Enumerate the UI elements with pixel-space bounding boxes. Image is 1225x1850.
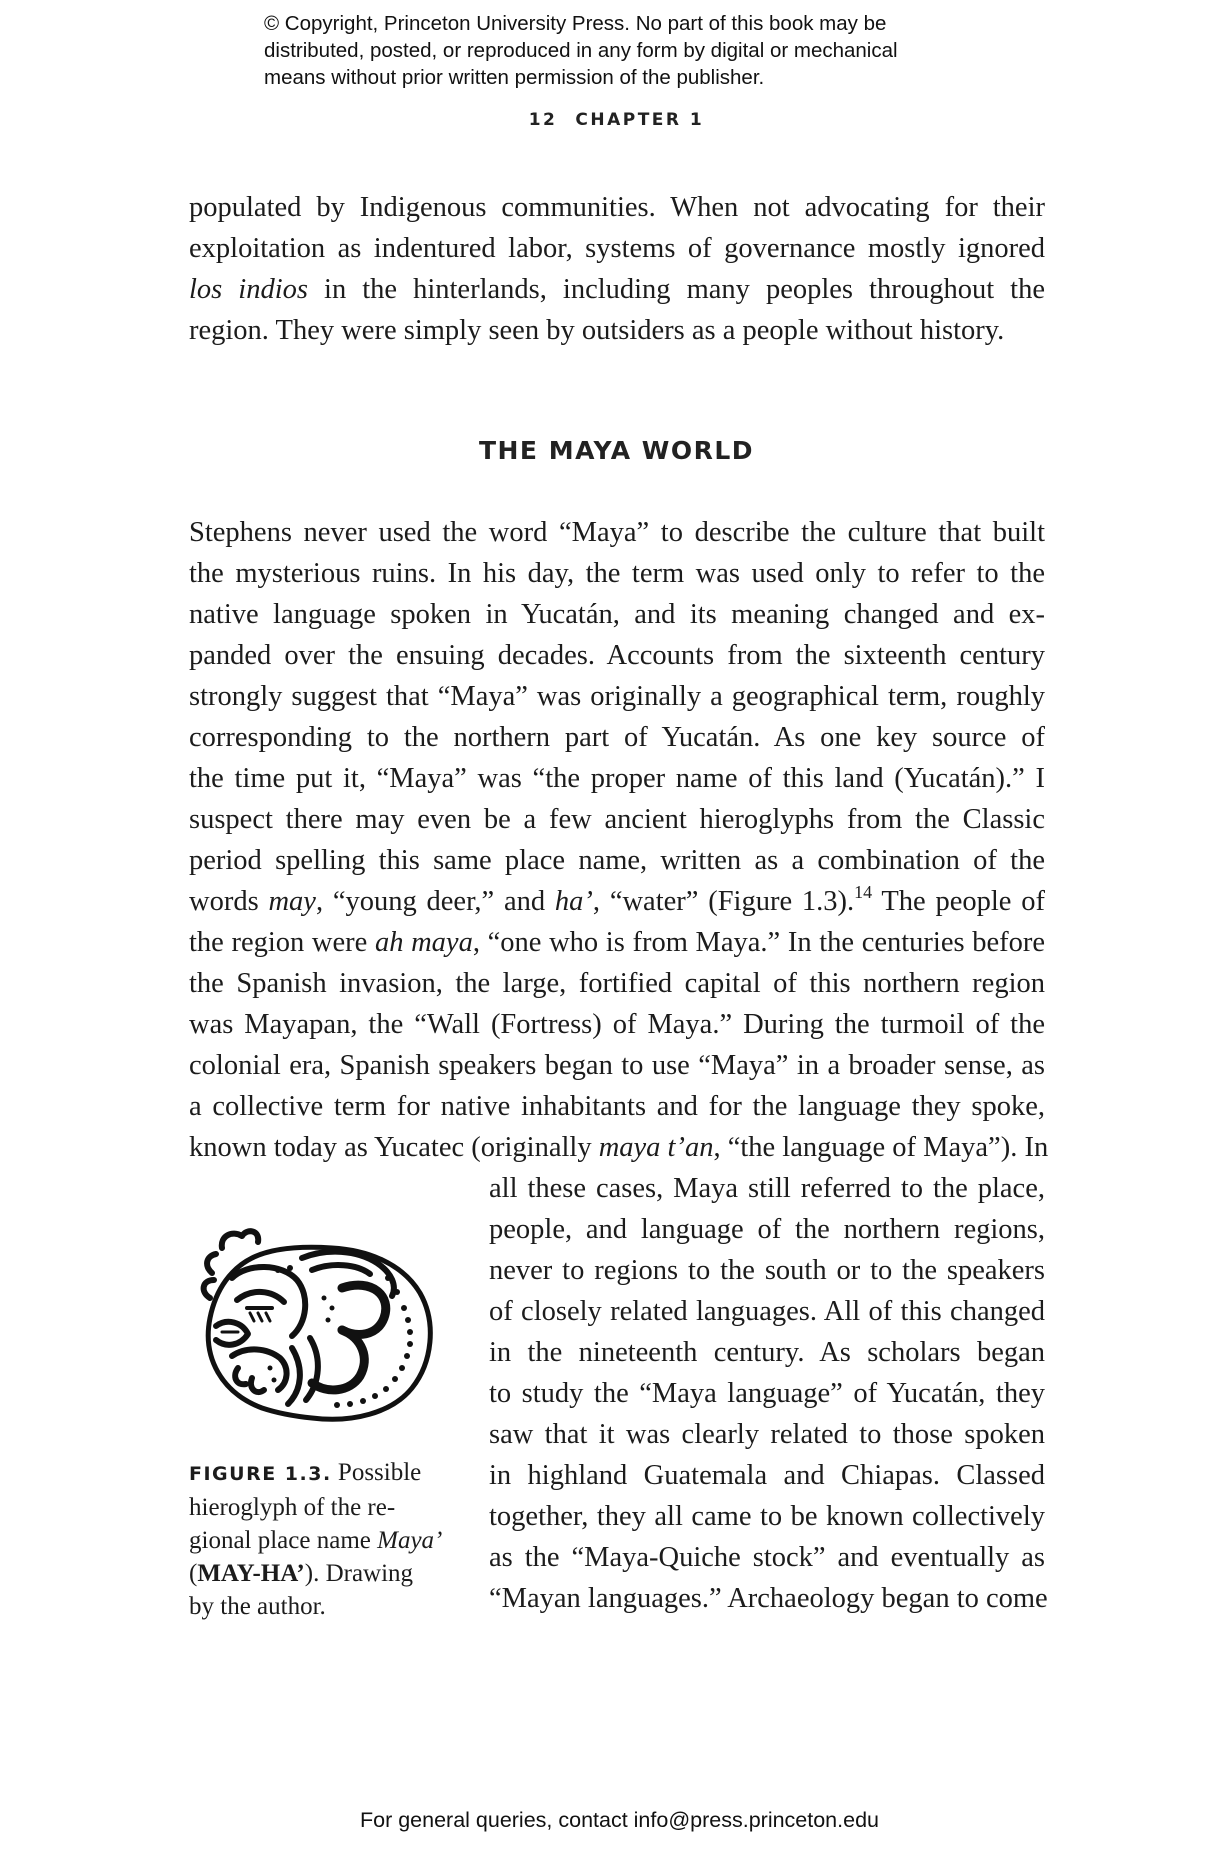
text-line: never to regions to the south or to the speakers <box>489 1255 1045 1286</box>
caption-text: Possible <box>331 1459 422 1486</box>
caption-text: ( <box>189 1560 198 1587</box>
text-line: saw that it was clearly related to those spoken <box>489 1419 1045 1450</box>
caption-text: ). Drawing <box>304 1560 414 1587</box>
text-line: “Mayan languages.” Archaeology began to come <box>489 1583 1048 1614</box>
text-line: corresponding to the northern part of Yucatán. As one key source of <box>189 722 1045 753</box>
copyright-line: distributed, posted, or reproduced in any form by digital or mechanical <box>264 39 898 62</box>
caption-line: by the author. <box>189 1593 326 1620</box>
text-segment: The people of <box>872 886 1045 917</box>
italic-term: maya t’an <box>598 1132 714 1163</box>
figure-caption <box>189 1456 459 1623</box>
text-segment: , “water” (Figure 1.3). <box>592 886 855 917</box>
text-line: all these cases, Maya still referred to the place, <box>489 1173 1045 1204</box>
text-segment: , “young deer,” and <box>315 886 555 917</box>
figure-label: FIGURE 1.3. <box>189 1463 332 1485</box>
text-segment: in the hinterlands, including many peoples throughout the <box>307 274 1045 305</box>
footnote-marker[interactable]: 14 <box>854 882 873 902</box>
caption-line <box>189 1557 459 1590</box>
text-segment: known today as Yucatec (originally <box>189 1132 599 1163</box>
text-line <box>189 1127 1049 1168</box>
text-line: native language spoken in Yucatán, and its meaning changed and ex- <box>189 599 1045 630</box>
maya-hieroglyph-drawing <box>192 1218 442 1423</box>
text-line: Stephens never used the word “Maya” to describe the culture that built <box>189 517 1045 548</box>
copyright-line: © Copyright, Princeton University Press. No part of this book may be <box>264 12 887 35</box>
text-segment: , “the language of Maya”). In <box>713 1132 1049 1163</box>
bold-term: MAY-HA’ <box>197 1560 305 1587</box>
italic-term: ha’ <box>554 886 593 917</box>
text-line: populated by Indigenous communities. When not advocating for their <box>189 192 1045 223</box>
text-line: a collective term for native inhabitants and for the language they spoke, <box>189 1091 1045 1122</box>
page-number: 12 <box>528 110 558 130</box>
text-line: exploitation as indentured labor, systems of governance mostly ignored <box>189 233 1045 264</box>
text-segment: the region were <box>189 927 375 958</box>
copyright-line: means without prior written permission of the publisher. <box>264 66 765 89</box>
text-line: was Mayapan, the “Wall (Fortress) of Maya.” During the turmoil of the <box>189 1009 1045 1040</box>
text-line <box>189 269 1045 310</box>
main-paragraph <box>189 512 1049 1168</box>
text-line: as the “Maya-Quiche stock” and eventually as <box>489 1542 1045 1573</box>
copyright-notice <box>264 10 1024 91</box>
footer-contact: For general queries, contact info@press.princeton.edu <box>359 1808 879 1832</box>
text-segment: words <box>189 886 269 917</box>
text-line: region. They were simply seen by outsiders as a people without history. <box>189 315 1005 346</box>
text-segment: , “one who is from Maya.” In the centuries before <box>472 927 1045 958</box>
italic-term: Maya’ <box>377 1527 443 1554</box>
section-heading: THE MAYA WORLD <box>478 436 755 465</box>
text-line: the time put it, “Maya” was “the proper name of this land (Yucatán).” I <box>189 763 1045 794</box>
text-line: to study the “Maya language” of Yucatán, they <box>489 1378 1045 1409</box>
text-line: together, they all came to be known collectively <box>489 1501 1045 1532</box>
text-line: of closely related languages. All of this changed <box>489 1296 1045 1327</box>
text-line: colonial era, Spanish speakers began to use “Maya” in a broader sense, as <box>189 1050 1045 1081</box>
italic-term: ah maya <box>374 927 473 958</box>
caption-text: gional place name <box>189 1527 378 1554</box>
italic-term: may <box>268 886 316 917</box>
text-line: people, and language of the northern regions, <box>489 1214 1045 1245</box>
text-line: the mysterious ruins. In his day, the term was used only to refer to the <box>189 558 1045 589</box>
italic-term: los indios <box>189 274 308 305</box>
text-line: suspect there may even be a few ancient hieroglyphs from the Classic <box>189 804 1045 835</box>
text-line <box>189 922 1045 963</box>
running-head <box>0 110 1225 130</box>
text-line: in the nineteenth century. As scholars began <box>489 1337 1045 1368</box>
chapter-label: CHAPTER 1 <box>575 110 705 130</box>
text-line: period spelling this same place name, written as a combination of the <box>189 845 1045 876</box>
text-line: panded over the ensuing decades. Accounts from the sixteenth century <box>189 640 1045 671</box>
text-line: the Spanish invasion, the large, fortified capital of this northern region <box>189 968 1045 999</box>
text-line: strongly suggest that “Maya” was originally a geographical term, roughly <box>189 681 1045 712</box>
caption-line: hieroglyph of the re- <box>189 1494 396 1521</box>
text-line <box>189 881 1045 922</box>
caption-line <box>189 1456 459 1491</box>
caption-line <box>189 1524 459 1557</box>
intro-paragraph <box>189 187 1045 351</box>
main-paragraph-continued <box>489 1168 1048 1619</box>
text-line: in highland Guatemala and Chiapas. Classed <box>489 1460 1045 1491</box>
